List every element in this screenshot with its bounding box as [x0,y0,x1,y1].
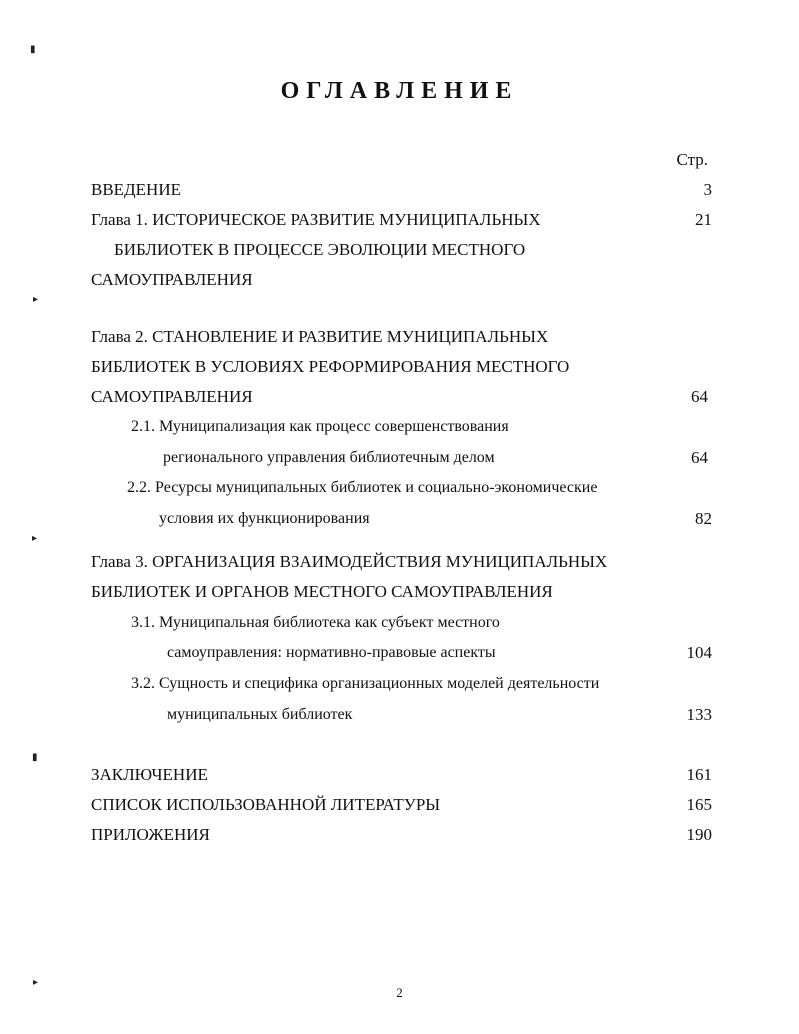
scan-artifact: ▮ [32,752,38,763]
page-column-label: Стр. [676,150,708,169]
toc-page-number: 64 [691,387,708,406]
toc-page-number: 3 [703,180,712,199]
scan-artifact: ▸ [33,294,39,305]
toc-chapter-1-line-3: САМОУПРАВЛЕНИЯ [91,270,253,289]
toc-chapter-2-line-1: Глава 2. СТАНОВЛЕНИЕ И РАЗВИТИЕ МУНИЦИПАЛЬНЫХ [91,327,549,346]
scan-artifact: ▮ [30,44,36,55]
toc-page-number: 82 [695,509,712,528]
toc-section-2-1-line-1: 2.1. Муниципализация как процесс совершенствования [131,418,509,435]
toc-section-3-1-line-1: 3.1. Муниципальная библиотека как субъект местного [131,614,500,631]
toc-chapter-2-line-3: САМОУПРАВЛЕНИЯ [91,387,253,406]
toc-page-number: 165 [686,795,712,814]
toc-entry-references: СПИСОК ИСПОЛЬЗОВАННОЙ ЛИТЕРАТУРЫ [91,795,441,814]
toc-page-number: 21 [695,210,712,229]
scan-artifact: ▸ [32,533,38,544]
toc-entry-appendices: ПРИЛОЖЕНИЯ [91,825,210,844]
page-number: 2 [396,985,403,1000]
toc-chapter-1-line-2: БИБЛИОТЕК В ПРОЦЕССЕ ЭВОЛЮЦИИ МЕСТНОГО [114,240,526,259]
toc-chapter-2-line-2: БИБЛИОТЕК В УСЛОВИЯХ РЕФОРМИРОВАНИЯ МЕСТНОГО [91,357,570,376]
page-title: ОГЛАВЛЕНИЕ [280,78,519,104]
toc-page-number: 190 [686,825,712,844]
scan-artifact: ▸ [33,977,39,988]
toc-chapter-3-line-2: БИБЛИОТЕК И ОРГАНОВ МЕСТНОГО САМОУПРАВЛЕНИЯ [91,582,553,601]
toc-chapter-3-line-1: Глава 3. ОРГАНИЗАЦИЯ ВЗАИМОДЕЙСТВИЯ МУНИЦИПАЛЬНЫХ [91,552,608,571]
toc-page-number: 64 [691,448,708,467]
toc-section-3-1-line-2: самоуправления: нормативно-правовые аспекты [167,644,496,661]
toc-section-2-1-line-2: регионального управления библиотечным делом [163,449,495,466]
toc-page-number: 104 [686,643,712,662]
toc-section-2-2-line-1: 2.2. Ресурсы муниципальных библиотек и социально-экономические [127,479,598,496]
toc-chapter-1-line-1: Глава 1. ИСТОРИЧЕСКОЕ РАЗВИТИЕ МУНИЦИПАЛЬНЫХ [91,210,541,229]
toc-entry-introduction: ВВЕДЕНИЕ [91,180,181,199]
toc-section-3-2-line-2: муниципальных библиотек [167,706,353,723]
toc-section-2-2-line-2: условия их функционирования [159,510,370,527]
toc-page-number: 161 [686,765,712,784]
toc-section-3-2-line-1: 3.2. Сущность и специфика организационных моделей деятельности [131,675,600,692]
toc-entry-conclusion: ЗАКЛЮЧЕНИЕ [91,765,208,784]
toc-page-number: 133 [686,705,712,724]
